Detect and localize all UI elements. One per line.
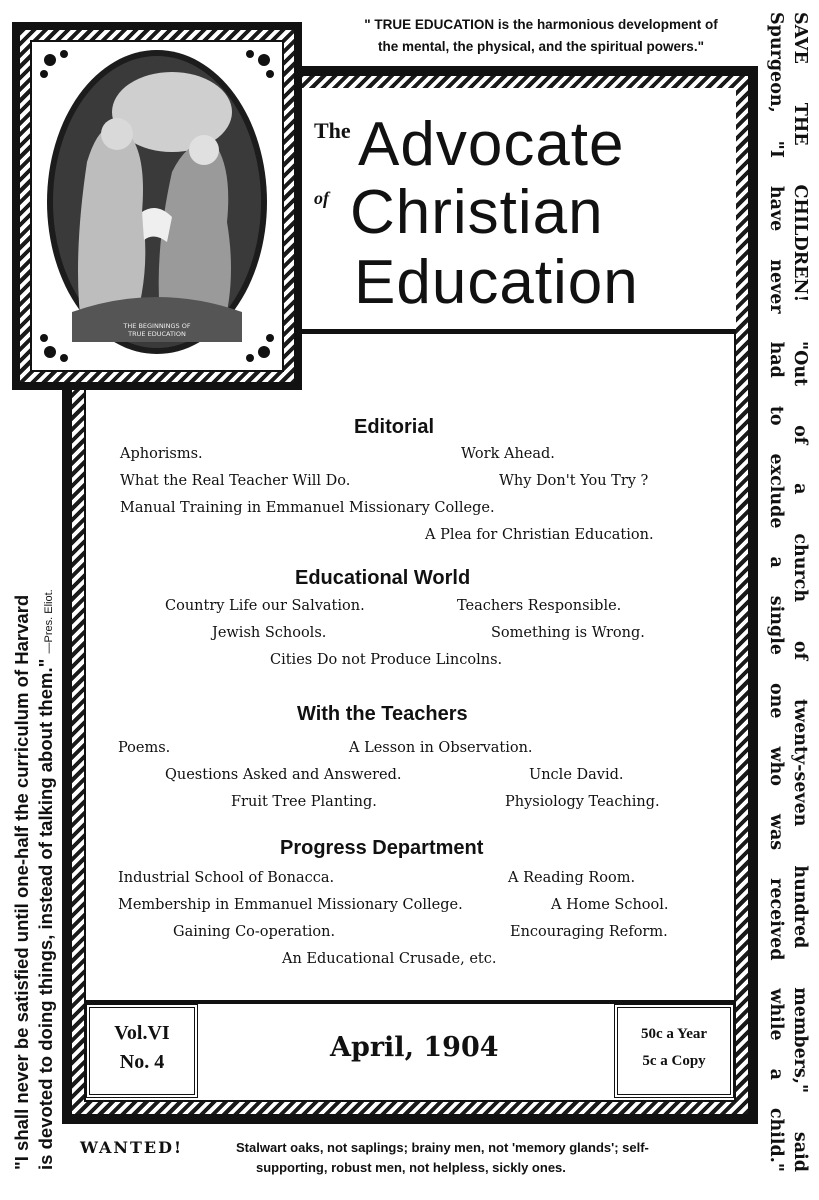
wanted-text bbox=[236, 1138, 746, 1178]
side-quote-right bbox=[764, 12, 812, 1172]
toc-item: Uncle David. bbox=[529, 767, 624, 783]
top-quote-line2: the mental, the physical, and the spiritual powers." bbox=[378, 39, 704, 54]
toc-item: What the Real Teacher Will Do. bbox=[120, 473, 351, 489]
toc-item: Teachers Responsible. bbox=[457, 598, 622, 614]
illustration-caption-line1: THE BEGINNINGS OF bbox=[123, 322, 191, 330]
side-quote-left-line2-wrap bbox=[34, 390, 61, 1170]
issue-number-label: No. 4 bbox=[119, 1051, 165, 1073]
toc-item: Encouraging Reform. bbox=[510, 924, 668, 940]
price-per-year: 50c a Year bbox=[640, 1026, 708, 1042]
toc-item: Country Life our Salvation. bbox=[165, 598, 365, 614]
masthead-advocate: Advocate bbox=[358, 110, 625, 179]
side-quote-left-line2: is devoted to doing things, instead of talking about them." bbox=[35, 658, 56, 1170]
section-heading-editorial: Editorial bbox=[354, 416, 435, 438]
masthead-the: The bbox=[314, 118, 351, 143]
toc-item: Something is Wrong. bbox=[491, 625, 645, 641]
masthead bbox=[298, 88, 736, 334]
toc-item: Manual Training in Emmanuel Missionary College. bbox=[120, 500, 495, 516]
side-quote-left bbox=[10, 390, 61, 1170]
toc-item: Gaining Co-operation. bbox=[173, 924, 336, 940]
toc-item: Jewish Schools. bbox=[212, 625, 327, 641]
toc-item: Aphorisms. bbox=[120, 446, 203, 462]
illustration-caption bbox=[32, 322, 282, 338]
toc-item: An Educational Crusade, etc. bbox=[282, 951, 497, 967]
illustration-caption-line2: TRUE EDUCATION bbox=[128, 330, 186, 338]
wanted-label: WANTED! bbox=[80, 1138, 183, 1157]
toc-item: A Home School. bbox=[551, 897, 669, 913]
top-quote-line1: " TRUE EDUCATION is the harmonious development of bbox=[364, 17, 718, 32]
top-quote bbox=[316, 14, 766, 58]
toc-item: Questions Asked and Answered. bbox=[165, 767, 402, 783]
masthead-christian: Christian bbox=[350, 178, 604, 247]
price-box bbox=[614, 1004, 734, 1098]
masthead-of: of bbox=[314, 188, 329, 208]
toc-item: Poems. bbox=[118, 740, 171, 756]
side-quote-left-attribution: —Pres. Eliot. bbox=[43, 589, 55, 654]
illustration-panel bbox=[30, 40, 284, 372]
section-heading-progress-department: Progress Department bbox=[280, 837, 484, 859]
toc-item: Why Don't You Try ? bbox=[499, 473, 649, 489]
toc-item: Physiology Teaching. bbox=[505, 794, 660, 810]
toc-item: Fruit Tree Planting. bbox=[231, 794, 377, 810]
section-heading-educational-world: Educational World bbox=[295, 567, 471, 589]
masthead-education: Education bbox=[354, 248, 639, 317]
volume-label: Vol.VI bbox=[114, 1022, 170, 1044]
toc-item: A Plea for Christian Education. bbox=[425, 527, 654, 543]
toc-item: Cities Do not Produce Lincolns. bbox=[270, 652, 503, 668]
toc-item: A Reading Room. bbox=[508, 870, 636, 886]
wanted-line2: supporting, robust men, not helpless, sickly ones. bbox=[256, 1160, 566, 1175]
toc-item: Membership in Emmanuel Missionary College. bbox=[118, 897, 463, 913]
toc-item: Industrial School of Bonacca. bbox=[118, 870, 335, 886]
price-per-copy: 5c a Copy bbox=[642, 1053, 706, 1069]
side-quote-right-line1: SAVE THE CHILDREN! "Out of a church of twenty-seven hundred members," said bbox=[790, 12, 810, 1172]
illustration-image bbox=[32, 42, 282, 370]
volume-box bbox=[86, 1004, 198, 1098]
side-quote-right-line2: Spurgeon, "I have never had to exclude a single one who was received while a child." bbox=[766, 12, 786, 1172]
toc-item: A Lesson in Observation. bbox=[349, 740, 533, 756]
side-quote-left-line1: "I shall never be satisfied until one-half the curriculum of Harvard bbox=[11, 594, 32, 1170]
section-heading-with-the-teachers: With the Teachers bbox=[297, 703, 468, 725]
wanted-line1: Stalwart oaks, not saplings; brainy men, not 'memory glands'; self- bbox=[236, 1140, 649, 1155]
issue-date: April, 1904 bbox=[330, 1032, 499, 1063]
toc-item: Work Ahead. bbox=[461, 446, 555, 462]
